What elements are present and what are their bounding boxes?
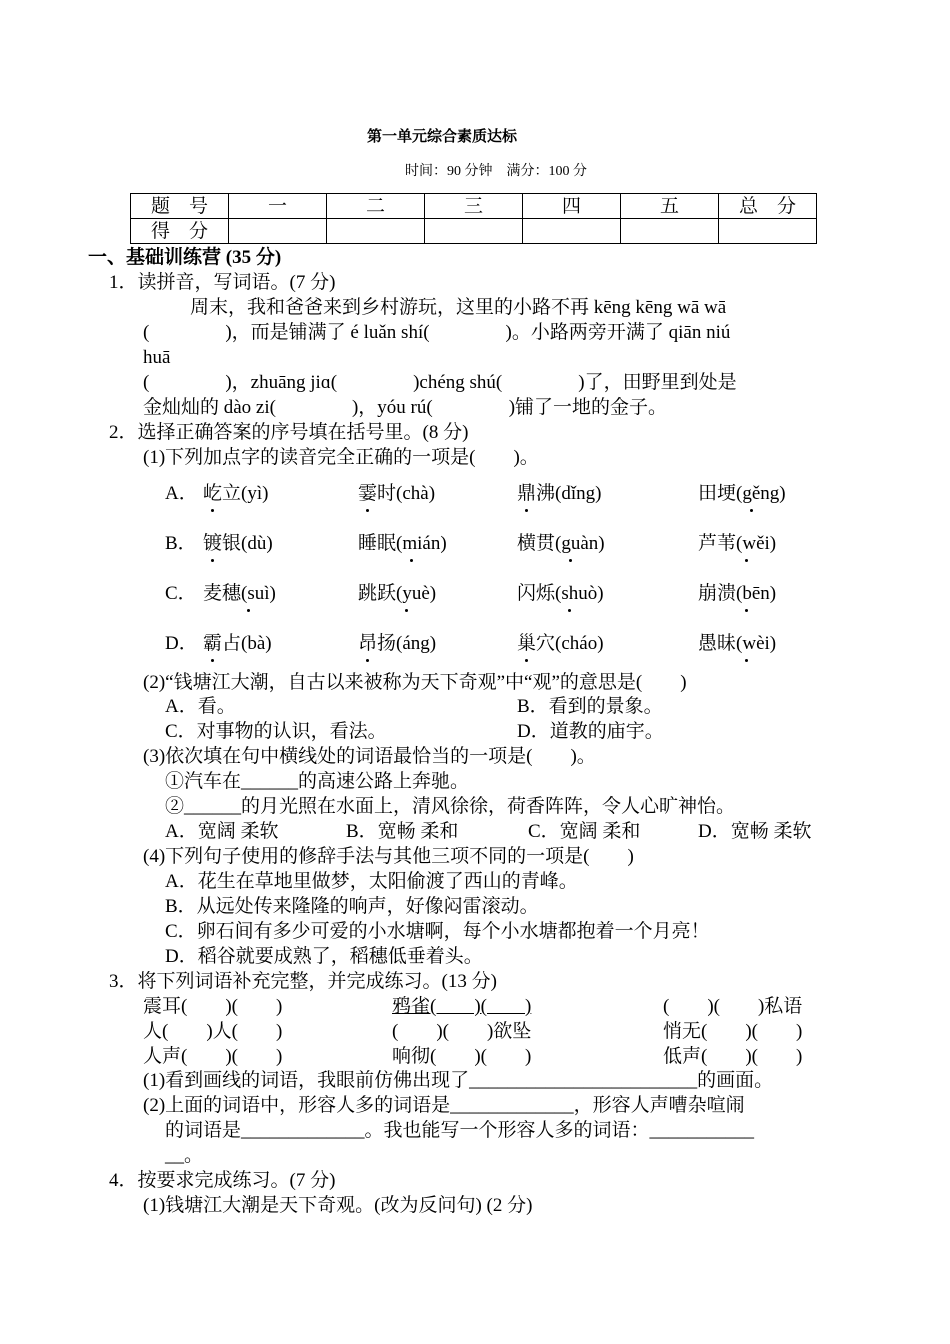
score-table	[130, 193, 817, 244]
option-first: 跳	[358, 583, 378, 604]
option-d: D．道教的庙宇。	[517, 721, 664, 742]
sub-question: (1)看到画线的词语，我眼前仿佛出现了________________________的画面。	[143, 1070, 774, 1091]
option-d: D．宽畅 柔软	[698, 821, 812, 842]
option-item	[358, 634, 436, 653]
idiom-blank: ( )( )欲坠	[392, 1021, 532, 1042]
idiom-blank: 响彻( )( )	[392, 1046, 532, 1067]
option-rest: 占(bà)	[222, 633, 272, 654]
option-first: 愚	[698, 633, 718, 654]
idiom-blank: 人声( )( )	[143, 1046, 283, 1067]
sub-question: (1)钱塘江大潮是天下奇观。(改为反问句) (2 分)	[143, 1195, 533, 1216]
option-item	[358, 534, 447, 553]
table-cell: 五	[621, 194, 719, 219]
question-title: 1．读拼音，写词语。(7 分)	[109, 272, 336, 293]
option-rest: 扬(áng)	[377, 633, 437, 654]
dotted-char: 穗(suì)	[222, 583, 276, 604]
sub-question: __。	[165, 1145, 204, 1166]
option-item	[203, 634, 272, 653]
score-input-cell[interactable]	[327, 219, 425, 244]
score-input-cell[interactable]	[621, 219, 719, 244]
option-b: B．宽畅 柔和	[346, 821, 459, 842]
question-stem: (1)下列加点字的读音完全正确的一项是( )。	[143, 447, 539, 468]
option-first: 田	[698, 483, 718, 504]
score-input-cell[interactable]	[719, 219, 817, 244]
table-cell: 得 分	[131, 219, 229, 244]
option-item	[517, 634, 604, 653]
idiom-blank-underlined: 鸦雀( )( )	[392, 996, 532, 1017]
question-text: 金灿灿的 dào zi( )，yóu rú( )铺了一地的金子。	[143, 397, 668, 418]
option-item	[203, 584, 276, 603]
option-item	[358, 584, 436, 603]
option-label: A．	[165, 483, 198, 504]
option-item	[358, 484, 435, 503]
score-input-cell[interactable]	[229, 219, 327, 244]
option-item	[698, 634, 776, 653]
score-input-cell[interactable]	[425, 219, 523, 244]
idiom-blank: ( )( )私语	[663, 996, 803, 1017]
dotted-char: 贯(guàn)	[536, 533, 605, 554]
option-rest: 立(yì)	[222, 483, 269, 504]
table-cell: 四	[523, 194, 621, 219]
option-first: 崩	[698, 583, 718, 604]
option-rest: 银(dù)	[222, 533, 273, 554]
option-first: 闪	[517, 583, 537, 604]
dotted-char: 昧(wèi)	[717, 633, 777, 654]
dotted-char: 跃(yuè)	[377, 583, 437, 604]
dotted-char: 烁(shuò)	[536, 583, 604, 604]
option-item	[203, 484, 268, 503]
page-title: 第一单元综合素质达标	[367, 127, 518, 145]
option-a: A．花生在草地里做梦，太阳偷渡了西山的青峰。	[165, 871, 578, 892]
question-text: huā	[143, 347, 171, 368]
option-first: 睡	[358, 533, 378, 554]
option-b: B．看到的景象。	[517, 696, 663, 717]
option-item	[698, 534, 776, 553]
option-item	[203, 534, 273, 553]
option-first: 芦	[698, 533, 718, 554]
question-stem: (3)依次填在句中横线处的词语最恰当的一项是( )。	[143, 746, 596, 767]
idiom-blank: 震耳( )( )	[143, 996, 283, 1017]
option-first: 麦	[203, 583, 223, 604]
question-title: 3．将下列词语补充完整，并完成练习。(13 分)	[109, 971, 497, 992]
sentence: ①汽车在______的高速公路上奔驰。	[165, 771, 470, 792]
dotted-char: 镀	[203, 533, 223, 554]
table-row	[131, 194, 817, 219]
option-first: 横	[517, 533, 537, 554]
sub-question: (2)上面的词语中，形容人多的词语是_____________，形容人声嘈杂喧闹	[143, 1095, 745, 1116]
option-rest: 时(chà)	[377, 483, 436, 504]
option-item	[517, 584, 604, 603]
table-cell: 一	[229, 194, 327, 219]
option-label: B．	[165, 533, 197, 554]
option-d: D．稻谷就要成熟了，稻穗低垂着头。	[165, 946, 483, 967]
option-a: A．宽阔 柔软	[165, 821, 279, 842]
question-title: 4．按要求完成练习。(7 分)	[109, 1170, 336, 1191]
question-title: 2．选择正确答案的序号填在括号里。(8 分)	[109, 422, 469, 443]
dotted-char: 昂	[358, 633, 378, 654]
table-cell: 三	[425, 194, 523, 219]
sentence: ②______的月光照在水面上，清风徐徐，荷香阵阵，令人心旷神怡。	[165, 796, 736, 817]
table-cell: 题 号	[131, 194, 229, 219]
option-b: B．从远处传来隆隆的响声，好像闷雷滚动。	[165, 896, 539, 917]
table-row	[131, 219, 817, 244]
option-item	[698, 584, 776, 603]
dotted-char: 鼎	[517, 483, 537, 504]
score-input-cell[interactable]	[523, 219, 621, 244]
idiom-blank: 低声( )( )	[663, 1046, 803, 1067]
option-c: C．卵石间有多少可爱的小水塘啊，每个小水塘都抱着一个月亮！	[165, 921, 710, 942]
option-item	[698, 484, 786, 503]
question-text: ( )，而是铺满了 é luǎn shí( )。小路两旁开满了 qiān niú	[143, 322, 731, 343]
question-stem: (4)下列句子使用的修辞手法与其他三项不同的一项是( )	[143, 846, 634, 867]
option-rest: 穴(cháo)	[536, 633, 604, 654]
table-cell: 总 分	[719, 194, 817, 219]
idiom-blank: 人( )人( )	[143, 1021, 283, 1042]
exam-info: 时间：90 分钟 满分：100 分	[405, 164, 587, 179]
option-a: A．看。	[165, 696, 236, 717]
dotted-char: 霸	[203, 633, 223, 654]
option-rest: 沸(dǐng)	[536, 483, 602, 504]
section-heading: 一、基础训练营 (35 分)	[88, 247, 282, 268]
idiom-blank: 悄无( )( )	[663, 1021, 803, 1042]
dotted-char: 巢	[517, 633, 537, 654]
option-label: C．	[165, 583, 197, 604]
question-text: ( )，zhuāng jiɑ( )chéng shú( )了，田野里到处是	[143, 372, 737, 393]
option-item	[517, 484, 601, 503]
dotted-char: 屹	[203, 483, 223, 504]
dotted-char: 苇(wěi)	[717, 533, 777, 554]
question-text: 周末，我和爸爸来到乡村游玩，这里的小路不再 kēng kēng wā wā	[190, 297, 727, 318]
dotted-char: 眠(mián)	[377, 533, 447, 554]
question-stem: (2)“钱塘江大潮，自古以来被称为天下奇观”中“观”的意思是( )	[143, 672, 687, 693]
dotted-char: 溃(bēn)	[717, 583, 777, 604]
sub-question: 的词语是_____________。我也能写一个形容人多的词语：___________	[165, 1120, 755, 1141]
dotted-char: 埂(gěng)	[717, 483, 786, 504]
table-cell: 二	[327, 194, 425, 219]
dotted-char: 霎	[358, 483, 378, 504]
option-c: C．对事物的认识，看法。	[165, 721, 387, 742]
option-c: C．宽阔 柔和	[528, 821, 641, 842]
option-item	[517, 534, 605, 553]
option-label: D．	[165, 633, 198, 654]
